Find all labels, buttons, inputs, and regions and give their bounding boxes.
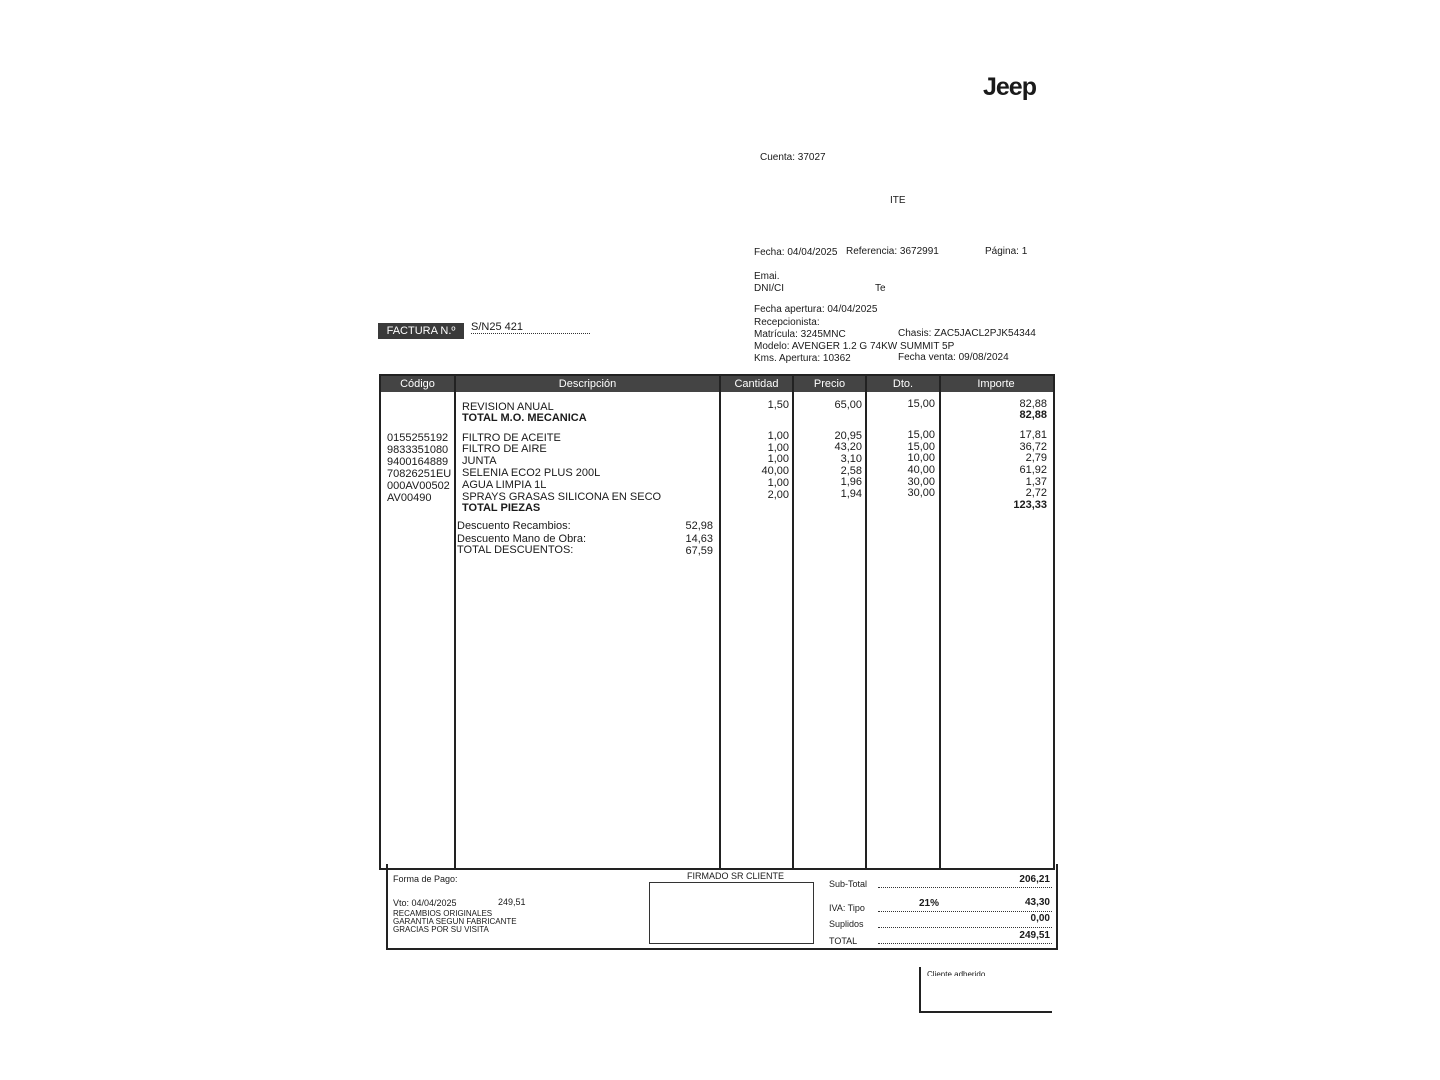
- table-header: [381, 376, 1053, 392]
- part-qty: 1,00: [767, 442, 789, 454]
- part-code: 70826251EU: [387, 468, 452, 480]
- discount-amount: 52,98: [685, 520, 713, 532]
- labor-total-amount: 82,88: [1019, 409, 1047, 421]
- subtotal-leader: [878, 887, 1052, 888]
- part-code: 000AV00502: [387, 480, 450, 492]
- part-desc: FILTRO DE AIRE: [462, 443, 547, 455]
- col-codigo: Código: [400, 378, 435, 390]
- part-dto: 10,00: [907, 452, 935, 464]
- total-leader: [878, 943, 1052, 944]
- col-descripcion: Descripción: [558, 378, 617, 390]
- modelo: Modelo: AVENGER 1.2 G 74KW SUMMIT 5P: [754, 341, 955, 352]
- iva-label: IVA: Tipo: [829, 903, 865, 913]
- total-value: 249,51: [1019, 930, 1050, 941]
- part-price: 43,20: [834, 441, 862, 453]
- ite-text: ITE: [890, 195, 906, 206]
- part-qty: 1,00: [767, 430, 789, 442]
- part-amount: 61,92: [1019, 464, 1047, 476]
- part-desc: AGUA LIMPIA 1L: [462, 479, 547, 491]
- part-amount: 2,79: [1025, 452, 1047, 464]
- vto-date: Vto: 04/04/2025: [393, 898, 457, 908]
- iva-value: 43,30: [1024, 897, 1050, 908]
- labor-dto: 15,00: [907, 398, 935, 410]
- signature-box: [649, 882, 814, 944]
- discount-label: Descuento Recambios:: [457, 520, 571, 532]
- col-precio: Precio: [813, 378, 846, 390]
- col-divider: [454, 376, 456, 868]
- part-amount: 2,72: [1025, 487, 1047, 499]
- labor-desc: REVISION ANUAL: [462, 401, 554, 413]
- part-qty: 40,00: [761, 465, 789, 477]
- note: GRACIAS POR SU VISITA: [393, 925, 489, 934]
- note: GARANTIA SEGUN FABRICANTE: [393, 917, 517, 926]
- labor-total-label: TOTAL M.O. MECANICA: [462, 412, 587, 424]
- part-price: 1,96: [840, 476, 862, 488]
- forma-pago: Forma de Pago:: [393, 874, 458, 884]
- part-price: 3,10: [840, 453, 862, 465]
- tel-label: Te: [875, 283, 886, 294]
- part-dto: 30,00: [907, 487, 935, 499]
- discount-label: Descuento Mano de Obra:: [457, 533, 587, 545]
- part-dto: 40,00: [907, 464, 935, 476]
- part-code: 0155255192: [387, 432, 449, 444]
- iva-leader: [878, 911, 1052, 912]
- subtotal-value: 206,21: [1019, 874, 1050, 885]
- part-dto: 15,00: [907, 441, 935, 453]
- jeep-logo: Jeep: [983, 73, 1036, 101]
- part-amount: 1,37: [1025, 476, 1047, 488]
- col-importe: Importe: [977, 378, 1015, 390]
- factura-label: FACTURA N.º: [378, 323, 464, 339]
- part-code: AV00490: [387, 492, 432, 504]
- discount-total-label: TOTAL DESCUENTOS:: [457, 544, 574, 556]
- iva-rate: 21%: [919, 898, 940, 909]
- suplidos-label: Suplidos: [829, 919, 864, 929]
- part-amount: 17,81: [1019, 429, 1047, 441]
- part-dto: 30,00: [907, 476, 935, 488]
- suplidos-value: 0,00: [1030, 913, 1050, 924]
- part-price: 1,94: [840, 488, 862, 500]
- part-desc: SPRAYS GRASAS SILICONA EN SECO: [462, 491, 662, 503]
- parts-total-amount: 123,33: [1013, 499, 1047, 511]
- referencia: Referencia: 3672991: [846, 246, 939, 257]
- subtotal-label: Sub-Total: [829, 879, 868, 889]
- part-code: 9833351080: [387, 444, 449, 456]
- email-label: Emai.: [754, 271, 780, 282]
- cuenta: Cuenta: 37027: [760, 152, 826, 163]
- part-qty: 1,00: [767, 477, 789, 489]
- invoice-table: [379, 374, 1055, 870]
- kms-apertura: Kms. Apertura: 10362: [754, 353, 851, 364]
- invoice-footer: [386, 864, 1058, 950]
- fecha-venta: Fecha venta: 09/08/2024: [898, 352, 1009, 363]
- part-amount: 36,72: [1019, 441, 1047, 453]
- part-price: 2,58: [840, 465, 862, 477]
- col-cantidad: Cantidad: [734, 378, 779, 390]
- part-price: 20,95: [834, 430, 862, 442]
- suplidos-leader: [878, 927, 1052, 928]
- part-qty: 2,00: [767, 489, 789, 501]
- part-code: 9400164889: [387, 456, 449, 468]
- cliente-adherido-label: Cliente adherido: [927, 970, 986, 976]
- cliente-adherido-box: [919, 967, 1052, 1013]
- parts-total-label: TOTAL PIEZAS: [462, 502, 541, 514]
- discount-amount: 14,63: [685, 533, 713, 545]
- col-dto: Dto.: [892, 378, 914, 390]
- part-dto: 15,00: [907, 429, 935, 441]
- dni-label: DNI/CI: [754, 283, 784, 294]
- chasis: Chasis: ZAC5JACL2PJK54344: [898, 328, 1036, 339]
- labor-qty: 1,50: [767, 399, 789, 411]
- labor-price: 65,00: [834, 399, 862, 411]
- factura-number: S/N25 421: [471, 321, 590, 334]
- vto-amount: 249,51: [498, 897, 526, 907]
- pagina: Página: 1: [985, 246, 1028, 257]
- total-label: TOTAL: [829, 936, 858, 946]
- labor-amount: 82,88: [1019, 398, 1047, 410]
- part-desc: JUNTA: [462, 455, 497, 467]
- recepcionista: Recepcionista:: [754, 317, 820, 328]
- part-desc: SELENIA ECO2 PLUS 200L: [462, 467, 601, 479]
- fecha: Fecha: 04/04/2025: [754, 247, 838, 258]
- part-qty: 1,00: [767, 453, 789, 465]
- matricula: Matrícula: 3245MNC: [754, 329, 846, 340]
- part-desc: FILTRO DE ACEITE: [462, 432, 561, 444]
- fecha-apertura: Fecha apertura: 04/04/2025: [754, 304, 878, 315]
- discount-total-amount: 67,59: [685, 545, 713, 557]
- firmado-label: FIRMADO SR CLIENTE: [687, 871, 785, 881]
- note: RECAMBIOS ORIGINALES: [393, 909, 493, 918]
